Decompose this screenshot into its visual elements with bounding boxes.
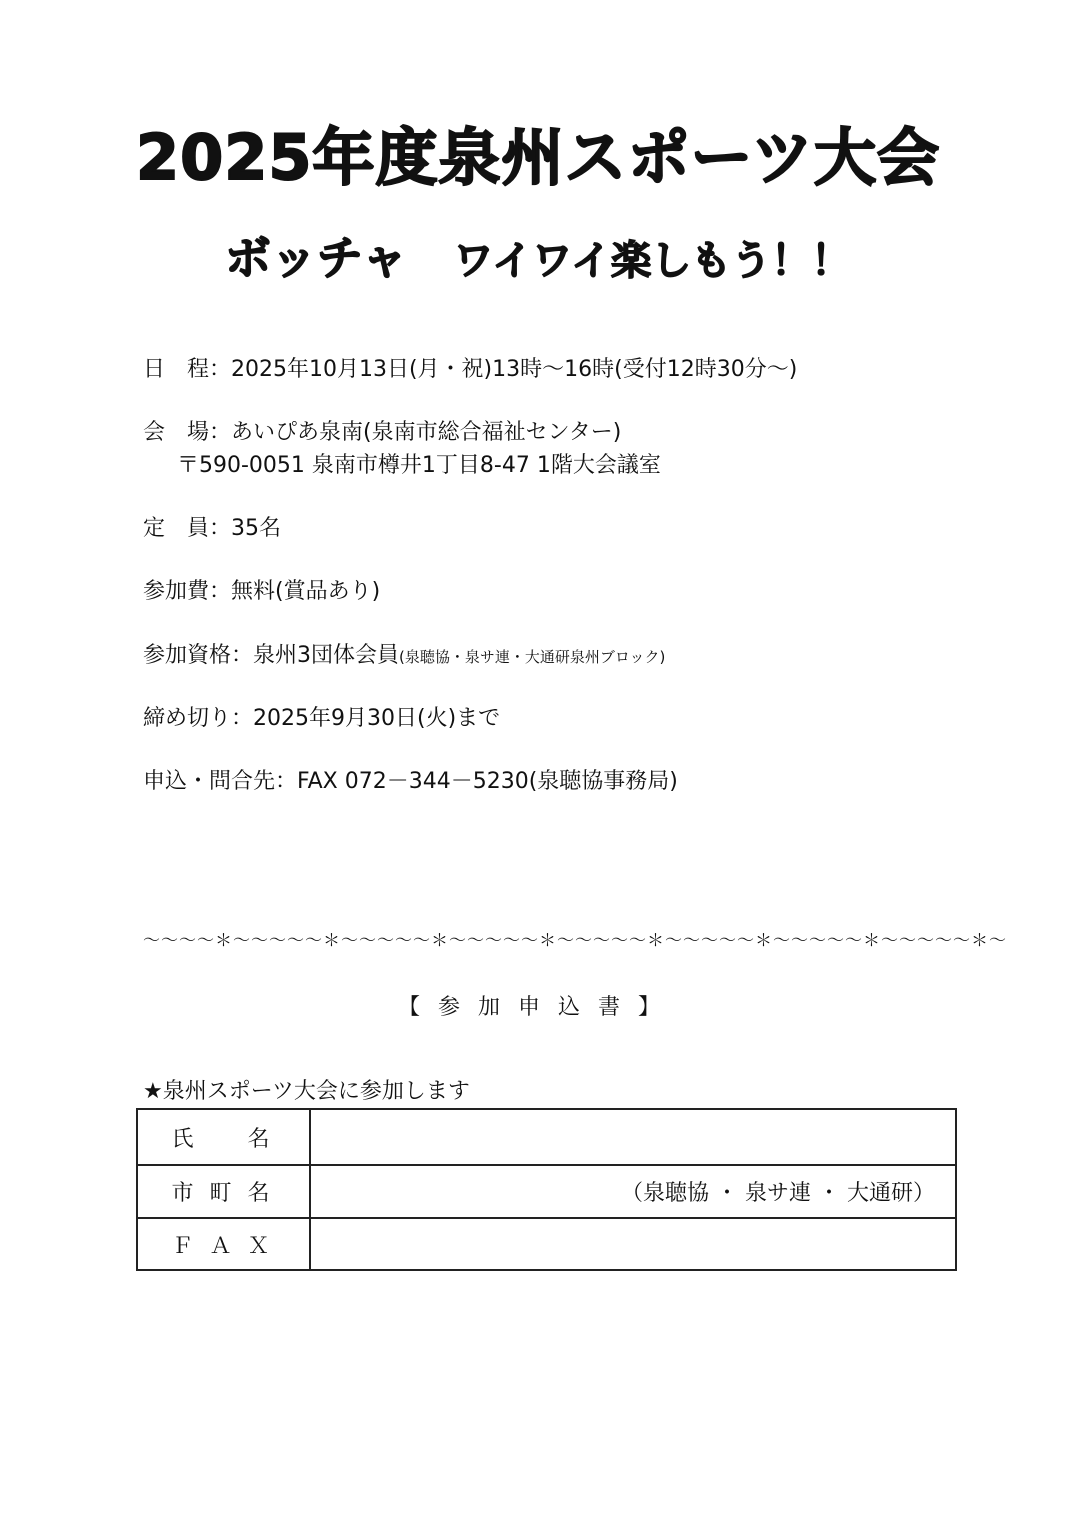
subtitle-sport: ボッチャ — [224, 231, 408, 285]
name-field[interactable] — [310, 1109, 956, 1165]
subtitle-tagline: ワイワイ楽しもう！！ — [453, 238, 852, 284]
eligibility-text: 参加資格：泉州3団体会員 — [143, 643, 399, 668]
info-capacity: 定 員：35名 — [143, 516, 281, 541]
event-subtitle — [0, 222, 1076, 288]
info-address: 〒590-0051 泉南市樽井1丁目8-47 1階大会議室 — [177, 453, 661, 478]
application-form — [136, 1108, 957, 1271]
form-note: ★泉州スポーツ大会に参加します — [143, 1079, 470, 1104]
fax-field[interactable] — [310, 1218, 956, 1270]
fax-label: ＦＡＸ — [137, 1218, 310, 1270]
form-row-name — [137, 1109, 956, 1165]
city-field[interactable]: （泉聴協 ・ 泉サ連 ・ 大通研） — [310, 1165, 956, 1218]
event-title: 2025年度泉州スポーツ大会 — [135, 121, 941, 194]
info-schedule: 日 程：2025年10月13日(月・祝)13時～16時(受付12時30分～) — [143, 357, 798, 382]
name-label: 氏 名 — [137, 1109, 310, 1165]
eligibility-groups: (泉聴協・泉サ連・大通研泉州ブロック) — [399, 648, 666, 666]
info-venue: 会 場：あいぴあ泉南(泉南市総合福祉センター) — [143, 420, 622, 445]
form-row-fax — [137, 1218, 956, 1270]
info-eligibility — [143, 641, 665, 672]
city-label: 市町名 — [137, 1165, 310, 1218]
form-heading: 【参加申込書】 — [397, 995, 678, 1020]
info-contact: 申込・問合先：FAX 072－344－5230(泉聴協事務局) — [143, 769, 678, 794]
info-fee: 参加費：無料(賞品あり) — [143, 579, 381, 604]
separator-line: ～～～～＊～～～～～＊～～～～～＊～～～～～＊～～～～～＊～～～～～＊～～～～～＊～～～～～＊～ — [143, 931, 1007, 951]
info-deadline: 締め切り：2025年9月30日(火)まで — [143, 706, 501, 731]
form-row-city — [137, 1165, 956, 1218]
